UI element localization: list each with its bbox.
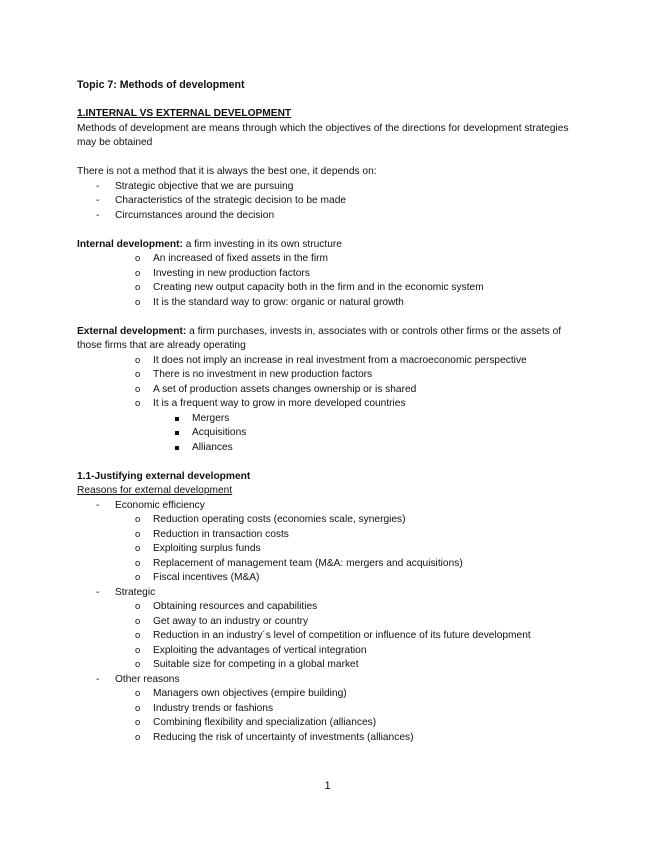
list-item: o An increased of fixed assets in the firm [77, 252, 582, 267]
internal-development-list [77, 252, 582, 310]
reason-sublist [115, 600, 582, 673]
list-item: o It does not imply an increase in real investment from a macroeconomic perspective [77, 354, 582, 369]
list-item: o Get away to an industry or country [115, 615, 582, 630]
list-item: o Reduction in transaction costs [115, 528, 582, 543]
list-item: - Characteristics of the strategic decision to be made [77, 194, 582, 209]
reason-group-other [77, 673, 582, 746]
list-item: o Reducing the risk of uncertainty of investments (alliances) [115, 731, 582, 746]
reason-group-label: Strategic [115, 586, 156, 598]
reason-sublist [115, 513, 582, 586]
external-development-text: a firm purchases, invests in, associates with or controls other firms or the assets of those firms that are already operating [77, 325, 562, 351]
section-intro: Methods of development are means through which the objectives of the directions for development strategies may be obtained [77, 122, 569, 148]
external-development-list [77, 354, 582, 412]
list-item: o Creating new output capacity both in the firm and in the economic system [77, 281, 582, 296]
reason-group-label: Other reasons [115, 673, 180, 685]
list-item: o There is no investment in new production factors [77, 368, 582, 383]
list-item: Mergers [77, 412, 582, 427]
reason-group-label: Economic efficiency [115, 499, 205, 511]
list-item: o Exploiting surplus funds [115, 542, 582, 557]
page-title: Topic 7: Methods of development [77, 79, 245, 91]
internal-development-definition [77, 238, 582, 253]
reason-group-strategic [77, 586, 582, 673]
internal-development-text: a firm investing in its own structure [182, 238, 342, 250]
list-item: o Reduction operating costs (economies scale, synergies) [115, 513, 582, 528]
external-development-sublist [77, 412, 582, 456]
external-development-term: External development: [77, 325, 187, 337]
list-item: o Suitable size for competing in a global market [115, 658, 582, 673]
depends-intro: There is not a method that it is always the best one, it depends on: [77, 166, 377, 177]
list-item: o Managers own objectives (empire building) [115, 687, 582, 702]
section-heading-justifying: 1.1-Justifying external development [77, 470, 251, 482]
list-item: Alliances [77, 441, 582, 456]
list-item: o Exploiting the advantages of vertical integration [115, 644, 582, 659]
page-number: 1 [324, 780, 331, 792]
list-item: o Replacement of management team (M&A: mergers and acquisitions) [115, 557, 582, 572]
list-item: o A set of production assets changes ownership or is shared [77, 383, 582, 398]
list-item: o Reduction in an industry´s level of competition or influence of its future development [115, 629, 582, 644]
list-item: Acquisitions [77, 426, 582, 441]
reason-sublist [115, 687, 582, 745]
external-development-definition [77, 325, 582, 354]
list-item: - Circumstances around the decision [77, 209, 582, 224]
subheading-reasons: Reasons for external development [77, 485, 233, 496]
depends-list [77, 180, 582, 224]
list-item: o Industry trends or fashions [115, 702, 582, 717]
list-item: o Fiscal incentives (M&A) [115, 571, 582, 586]
reason-group-economic [77, 499, 582, 586]
list-item: o It is the standard way to grow: organic or natural growth [77, 296, 582, 311]
list-item: o Investing in new production factors [77, 267, 582, 282]
reasons-list [77, 499, 582, 746]
list-item: o Obtaining resources and capabilities [115, 600, 582, 615]
list-item: o Combining flexibility and specialization (alliances) [115, 716, 582, 731]
list-item: - Strategic objective that we are pursuing [77, 180, 582, 195]
document-page [77, 78, 582, 745]
section-heading-internal-vs-external: 1.INTERNAL VS EXTERNAL DEVELOPMENT [77, 108, 292, 119]
internal-development-term: Internal development: [77, 238, 183, 250]
list-item: o It is a frequent way to grow in more developed countries [77, 397, 582, 412]
